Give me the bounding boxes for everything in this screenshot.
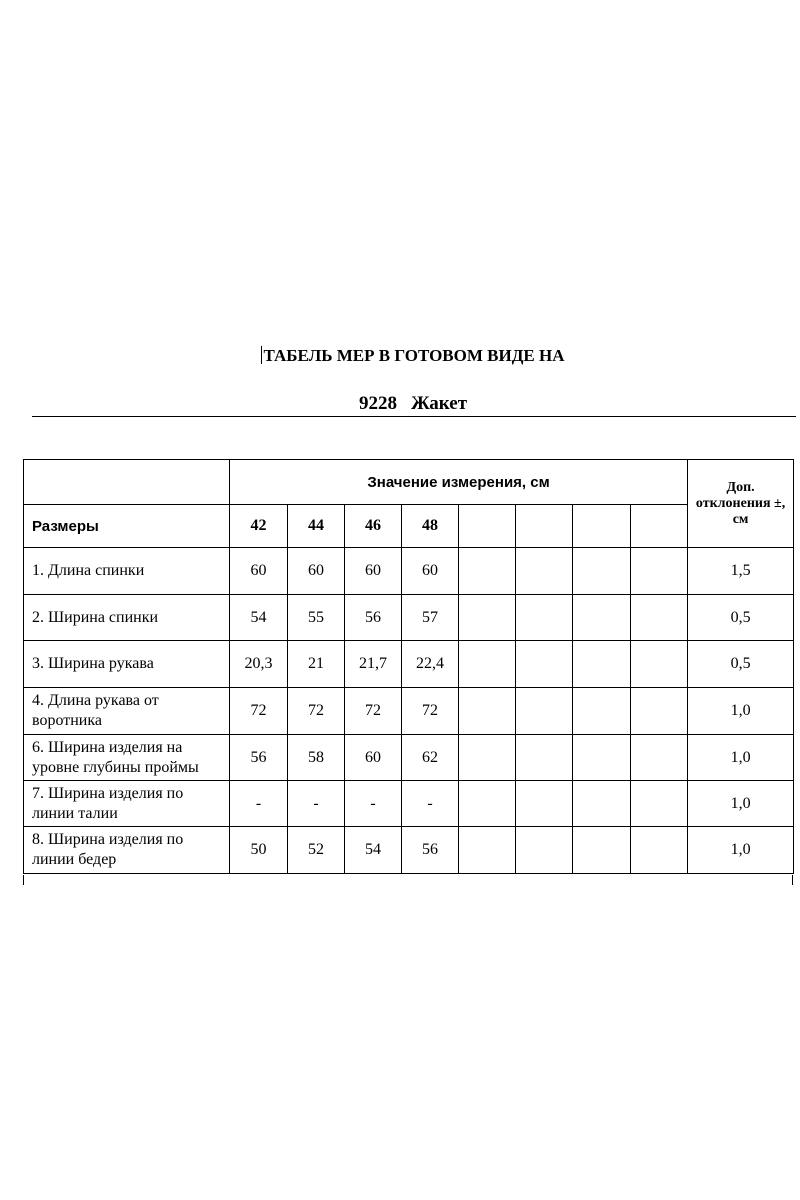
table-row [24,827,794,874]
value-cell: 62 [402,735,459,781]
title-text: ТАБЕЛЬ МЕР В ГОТОВОМ ВИДЕ НА [263,346,565,365]
row-label: 3. Ширина рукава [24,641,230,688]
measurement-table [23,459,794,874]
value-cell: 58 [288,735,345,781]
empty-cell [631,735,688,781]
empty-cell [573,735,631,781]
value-cell: 60 [345,735,402,781]
value-cell: 55 [288,595,345,641]
value-cell: 60 [288,548,345,595]
table-row [24,595,794,641]
value-cell: 56 [230,735,288,781]
empty-cell [516,735,573,781]
row-label: 2. Ширина спинки [24,595,230,641]
value-cell: - [230,781,288,827]
empty-cell [459,688,516,735]
document-title [0,346,800,366]
empty-cell [573,548,631,595]
product-name: Жакет [410,393,468,414]
empty-cell [516,595,573,641]
empty-cell [459,641,516,688]
empty-cell [573,688,631,735]
table-row [24,548,794,595]
table-continuation-line [792,875,793,885]
value-cell: 57 [402,595,459,641]
size-header: 42 [230,505,288,548]
table-row [24,735,794,781]
value-cell: 54 [230,595,288,641]
empty-cell [631,781,688,827]
deviation-cell: 1,0 [688,688,794,735]
empty-cell [631,595,688,641]
value-cell: 54 [345,827,402,874]
empty-cell [459,781,516,827]
row-label: 4. Длина рукава от воротника [24,688,230,735]
header-row-1 [24,460,794,505]
article-number: 9228 [358,393,397,414]
row-label: 7. Ширина изделия по линии талии [24,781,230,827]
empty-cell [631,548,688,595]
empty-cell [573,827,631,874]
value-cell: 60 [230,548,288,595]
empty-cell [459,827,516,874]
deviation-header: Доп. отклонения ±, см [688,460,794,548]
deviation-cell: 0,5 [688,595,794,641]
table-row [24,641,794,688]
deviation-cell: 1,0 [688,781,794,827]
empty-size-cell [459,505,516,548]
value-cell: 60 [402,548,459,595]
empty-size-cell [631,505,688,548]
empty-cell [459,595,516,641]
empty-cell [573,781,631,827]
value-cell: 21,7 [345,641,402,688]
value-cell: - [288,781,345,827]
row-label: 6. Ширина изделия на уровне глубины проймы [24,735,230,781]
value-cell: 56 [345,595,402,641]
sizes-label: Размеры [24,505,230,548]
table-continuation-line [23,875,24,885]
value-cell: 52 [288,827,345,874]
header-row-2 [24,505,794,548]
empty-cell [573,595,631,641]
empty-cell [516,548,573,595]
empty-cell [631,827,688,874]
empty-cell [459,735,516,781]
value-cell: 72 [402,688,459,735]
value-cell: 72 [230,688,288,735]
value-cell: - [402,781,459,827]
value-cell: 20,3 [230,641,288,688]
header-empty-cell [24,460,230,505]
empty-cell [516,641,573,688]
value-cell: - [345,781,402,827]
deviation-cell: 1,5 [688,548,794,595]
empty-size-cell [516,505,573,548]
size-header: 44 [288,505,345,548]
table-row [24,781,794,827]
value-cell: 72 [288,688,345,735]
empty-cell [516,827,573,874]
size-header: 46 [345,505,402,548]
value-cell: 60 [345,548,402,595]
empty-cell [573,641,631,688]
document-subtitle [0,393,800,415]
size-header: 48 [402,505,459,548]
group-header: Значение измерения, см [230,460,688,505]
empty-cell [631,688,688,735]
deviation-cell: 0,5 [688,641,794,688]
value-cell: 50 [230,827,288,874]
empty-size-cell [573,505,631,548]
table-row [24,688,794,735]
value-cell: 72 [345,688,402,735]
deviation-cell: 1,0 [688,735,794,781]
row-label: 8. Ширина изделия по линии бедер [24,827,230,874]
empty-cell [459,548,516,595]
value-cell: 21 [288,641,345,688]
deviation-cell: 1,0 [688,827,794,874]
title-underline [32,416,796,417]
row-label: 1. Длина спинки [24,548,230,595]
empty-cell [516,688,573,735]
empty-cell [516,781,573,827]
value-cell: 22,4 [402,641,459,688]
value-cell: 56 [402,827,459,874]
empty-cell [631,641,688,688]
